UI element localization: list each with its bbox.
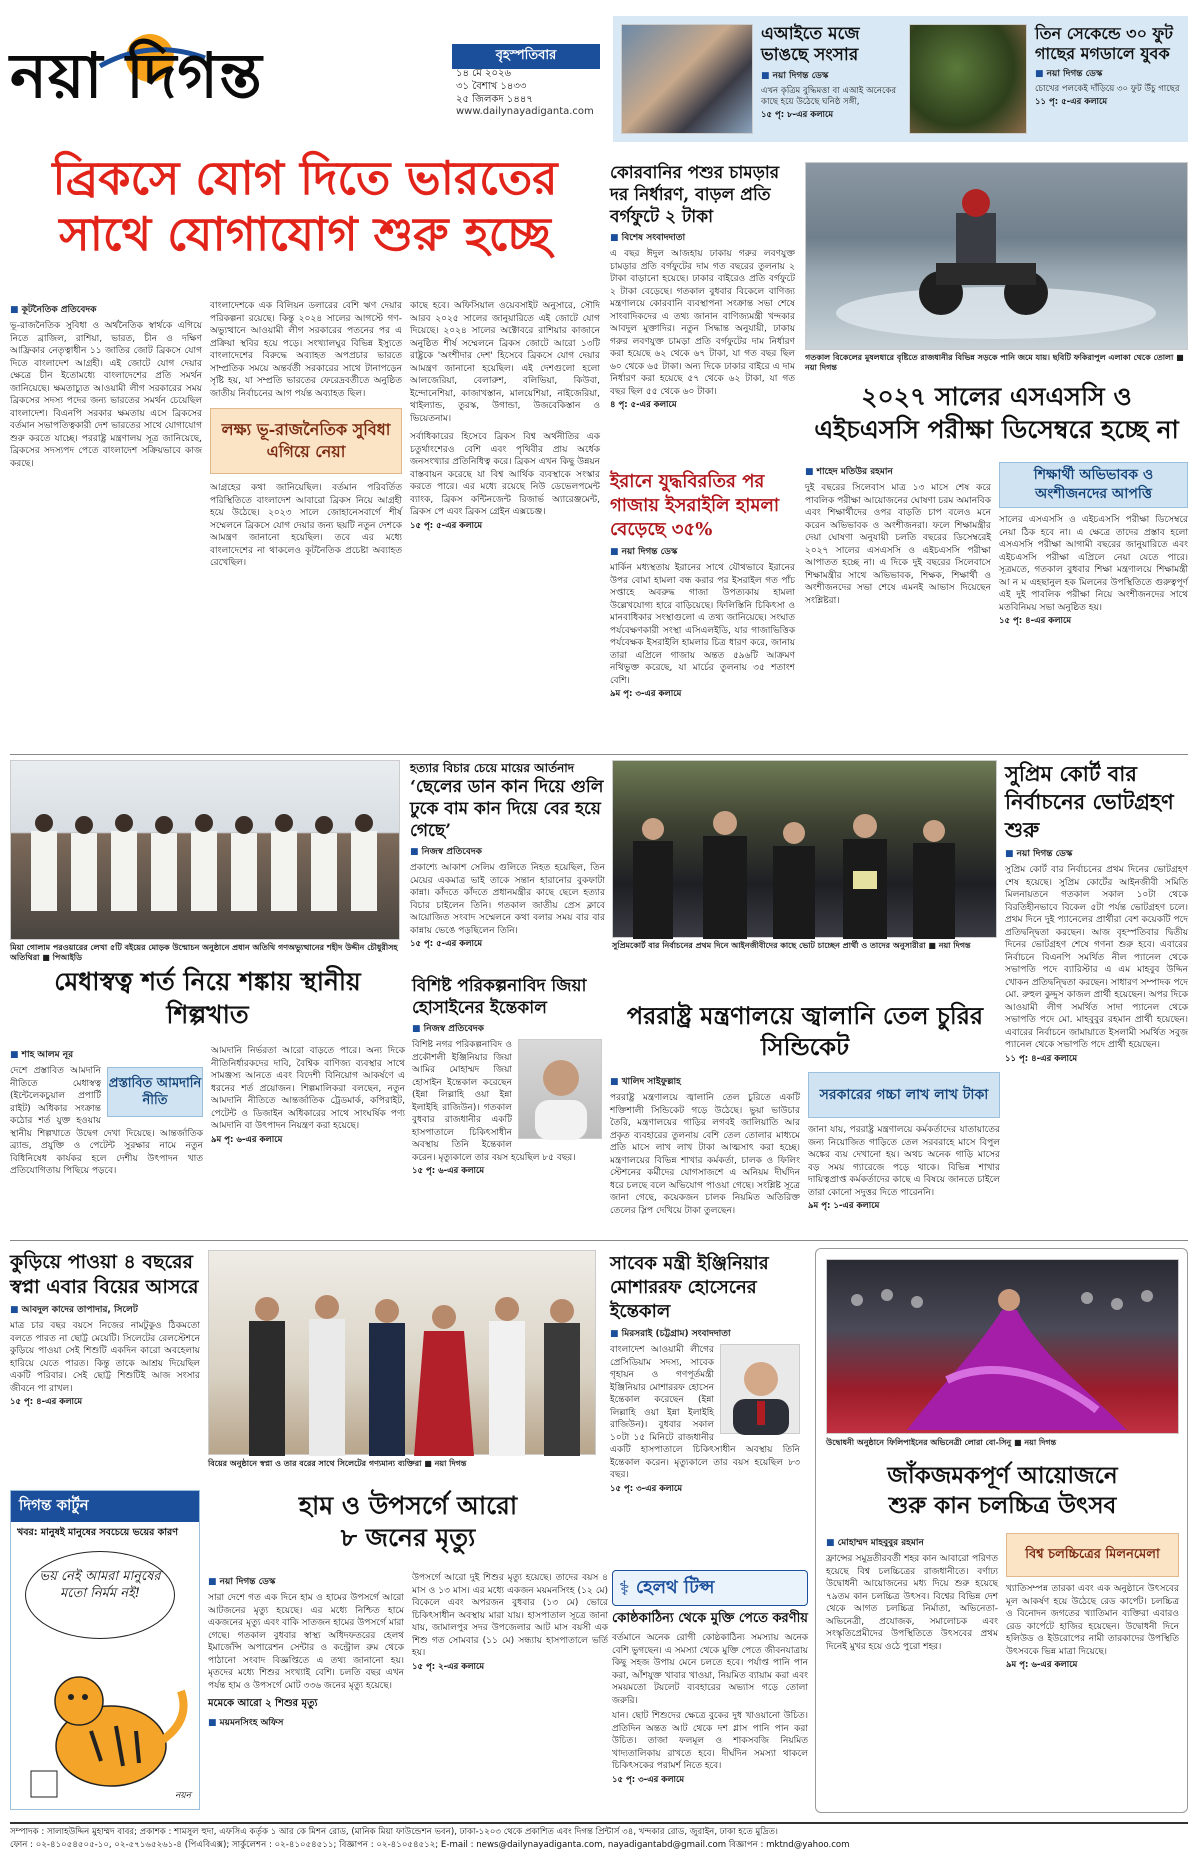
rain-caption-text: গতকাল বিকেলের মুষলধারে বৃষ্টিতে রাজধানীর বিভিন্ন সড়কে পানি জমে যায়। ছবিটি ফকিরাপুল এলাকা থেকে তোলা <box>805 353 1174 362</box>
rain-photo <box>805 162 1188 350</box>
health-tips-story[interactable] <box>612 1570 808 1815</box>
lead-cont: ১৫ পৃ: ৫-এর কলামে <box>410 520 483 531</box>
rain-caption-credit: নয়া দিগন্ত <box>805 363 837 372</box>
ip-box: প্রস্তাবিত আমদানি নীতি <box>107 1067 203 1117</box>
fuel-text-2: জানা যায়, পররাষ্ট্র মন্ত্রণালয়ে কর্মকর্তাদের যাতায়াতের জন্য নিয়োজিত গাড়িতে তেল সরবরাহে মাসে বিপুল অঙ্কের ব্যয় দেখানো হয়। অথচ অনেক গাড়ি মাসের বড় সময় গ্যারেজে পড়ে থাকে। বিভিন্ন শাখার দায়িত্বপ্রাপ্ত কর্মকর্তাদের কাছে এ বিষয়ে জানতে চাইলে তারা কোনো সদুত্তর দিতে পারেননি। <box>808 1125 1000 1198</box>
wedding-caption: বিয়ের অনুষ্ঠানে স্বপ্না ও তার বরের সাথে সিলেটের গণ্যমান্য ব্যক্তিরা ■ নয়া দিগন্ত <box>208 1459 467 1468</box>
mother-byline: ■ নিজস্ব প্রতিবেদক <box>410 844 605 859</box>
mosharraf-portrait <box>720 1344 800 1434</box>
wedding-text: মাত্র চার বছর বয়সে নিজের নামটুকুও ঠিকমতো বলতে পারত না ছোট্ট মেয়েটি। সিলেটের রেলস্টেশনে কুড়িয়ে পাওয়া সেই শিশুটি একদিন কারো অবহেলায় হারিয়ে যেতে পারত। কিন্তু তাকে আশ্রয় দিয়েছিল একটি পরিবার। সেই ছোট্ট শিশুটিই আজ সংসার জীবনে পা রাখল। <box>10 1321 200 1394</box>
exam-box: শিক্ষার্থী অভিভাবক ও অংশীজনদের আপত্তি <box>999 462 1188 508</box>
supreme-headline: সুপ্রিম কোর্ট বার নির্বাচনের ভোটগ্রহণ শুরু <box>1005 761 1174 842</box>
health-badge-wrap <box>612 1570 808 1606</box>
cannes-text: ফ্রান্সের সমুদ্রতীরবর্তী শহর কান আবারো পরিণত হয়েছে বিশ্ব চলচ্চিত্রের রাজধানীতে। বর্ণাঢ্য উদ্বোধনী আয়োজনের মধ্য দিয়ে শুরু হয়েছে ৭৯তম কান চলচ্চিত্র উৎসব। বিশ্বের বিভিন্ন দেশ থেকে আগত চলচ্চিত্র নির্মাতা, অভিনেতা-অভিনেত্রী, প্রযোজক, সমালোচক এবং সংস্কৃতিপ্রেমীদের উপস্থিতিতে উৎসবের প্রথম দিনেই মুখর হয়ে ওঠে পুরো শহর। <box>826 1554 998 1652</box>
day-badge: বৃহস্পতিবার <box>452 44 600 69</box>
zia-portrait <box>518 1039 602 1139</box>
mother-kicker: হত্যার বিচার চেয়ে মায়ের আর্তনাদ <box>410 761 575 775</box>
mosharraf-byline: ■ মিরসরাই (চট্টগ্রাম) সংবাদদাতা <box>610 1326 800 1341</box>
exam-col-1 <box>805 462 991 747</box>
ip-col-2 <box>211 1045 405 1230</box>
hide-price-story[interactable] <box>610 162 795 462</box>
wedding-headline: কুড়িয়ে পাওয়া ৪ বছরের স্বপ্না এবার বিয়ের আসরে <box>10 1251 199 1298</box>
cannes-box: বিশ্ব চলচ্চিত্রের মিলনমেলা <box>1006 1533 1179 1577</box>
teaser-ai-byline: ■ নয়া দিগন্ত ডেস্ক <box>761 68 896 83</box>
teaser-tree-title: তিন সেকেন্ডে ৩০ ফুট গাছের মগডালে যুবক <box>1035 24 1173 63</box>
mosharraf-cont: ১৫ পৃ: ৩-এর কলামে <box>610 1483 683 1494</box>
measles-text-2: উপসর্গে আরো দুই শিশুর মৃত্যু হয়েছে। তাদের বয়স ৪ মাস ও ১৩ মাস। এর মধ্যে একজন ময়মনসিংহ (১২ মে) বিকেলে এবং অপরজন বুধবার (১৩ মে) ভোরে চিকিৎসাধীন অবস্থায় মারা যায়। হাসপাতাল সূত্রে জানা যায়, জামালপুর সদর উপজেলার আট মাস বয়সী এক শিশু গত সোমবার (১১ মে) সন্ধ্যায় হাসপাতালে ভর্তি হয়। <box>412 1573 608 1658</box>
cannes-photo <box>826 1259 1179 1434</box>
zia-story[interactable] <box>412 975 602 1230</box>
cannes-caption-credit: নয়া দিগন্ত <box>1024 1438 1057 1447</box>
exam-text-2: সালের এসএসসি ও এইচএসসি পরীক্ষা ডিসেম্বরে নেয়া ঠিক হবে না। এ ক্ষেত্রে তাদের প্রস্তাব হলো এসএসসি পরীক্ষা আগামী বছরের জানুয়ারিতে এবং এইচএসসি পরীক্ষা এপ্রিলে নেয়া যেতে পারে। সূত্রমতে, গতকাল বুধবার শিক্ষা মন্ত্রণালয়ে শিক্ষামন্ত্রী আ ন ম এহছানুল হক মিলনের উপস্থিতিতে গুরুত্বপূর্ণ এই দুই পাবলিক পরীক্ষা নিয়ে অংশীজনদের সাথে মতবিনিময় সভা অনুষ্ঠিত হয়। <box>999 515 1188 613</box>
measles-col-2 <box>412 1572 608 1815</box>
lead-text-3b: সর্বাধিকারের হিসেবে ব্রিকস বিশ্ব অর্থনীতির এক চতুর্থাংশেরও বেশি এবং পৃথিবীর প্রায় অর্ধেক জনসংখ্যার প্রতিনিধিত্ব করে। ব্রিকস এখন কিছু উন্নয়ন বাস্তবায়ন করেছে যা বিশ্ব আর্থিক ব্যবস্থাকে সংস্কার করতে পারে। এর মধ্যে রয়েছে নিউ ডেভেলপমেন্ট ব্যাংক, ব্রিকস কন্টিনজেন্ট রিজার্ভ অ্যারেঞ্জমেন্ট, ব্রিকস পে এবং ব্রিকস গ্রেইন এক্সচেঞ্জ। <box>410 432 600 517</box>
teaser-ai-photo <box>621 24 753 134</box>
gaza-text: মার্কিন মধ্যস্থতায় ইরানের সাথে যৌথভাবে ইরানের উপর বোমা হামলা বন্ধ করার পর ইসরাইল গত পাঁচ সপ্তাহে অবরুদ্ধ গাজা উপত্যকায় হামলা উল্লেখযোগ্য হারে বাড়িয়েছে। ফিলিস্তিনি চিকিৎসা ও মানবাধিকার সংস্থাগুলো এ তথ্য জানিয়েছে। সংঘাত পর্যবেক্ষণকারী সংস্থা এসিএলইডি, যার গাজাভিত্তিক পর্যবেক্ষক ইসরাইলি হামলার চিত্র ধারণ করে, জানায় তারা এপ্রিলে গাজায় অন্তত ৫৯৬টি আক্রমণ নথিভুক্ত করেছে, যা মার্চের তুলনায় ৩৫ শতাংশ বেশি। <box>610 563 795 686</box>
cartoon-caption: মানুষই মানুষের সবচেয়ে ভয়ের কারণ <box>40 1527 178 1538</box>
measles-text: সারা দেশে গত এক দিনে হাম ও হামের উপসর্গে আরো আটজনের মৃত্যু হয়েছে। এর মধ্যে নিশ্চিত হামে একজনের মৃত্যু এবং বাকি সাতজন হামের উপসর্গে মারা গেছে। গতকাল বুধবার স্বাস্থ্য অধিদফতরের হেলথ ইমার্জেন্সি অপারেশন সেন্টার ও কন্ট্রোল রুম থেকে পাঠানো সংবাদ বিজ্ঞপ্তিতে এ তথ্য জানানো হয়। মৃতদের মধ্যে শিশুর সংখ্যাই বেশি। চলতি বছর এখন পর্যন্ত হাম ও উপসর্গে মোট ৩৩৬ জনের মৃত্যু হয়েছে। <box>208 1593 404 1691</box>
supreme-cont: ১১ পৃ: ৪-এর কলামে <box>1005 1053 1078 1064</box>
ip-col-1 <box>10 1045 203 1230</box>
lead-col-3 <box>410 300 600 748</box>
red-carpet-gown-icon <box>827 1260 1180 1435</box>
fuel-box: সরকারের গচ্চা লাখ লাখ টাকা <box>808 1072 1000 1118</box>
court-caption-text: সুপ্রিমকোর্ট বার নির্বাচনের প্রথম দিনে আইনজীবীদের কাছে ভোট চাচ্ছেন প্রার্থী ও তাদের অনুসারীরা <box>612 941 926 950</box>
court-caption-credit: নয়া দিগন্ত <box>938 941 971 950</box>
exam-cont: ১৫ পৃ: ৪-এর কলামে <box>999 616 1072 626</box>
hide-headline: কোরবানির পশুর চামড়ার দর নির্ধারণ, বাড়ল প্রতি বর্গফুটে ২ টাকা <box>610 163 780 227</box>
fuel-headline: পররাষ্ট্র মন্ত্রণালয়ে জ্বালানি তেল চুরির সিন্ডিকেট <box>626 1001 984 1061</box>
lead-story[interactable] <box>10 150 600 750</box>
court-election-photo <box>612 760 997 938</box>
footer-imprint: সম্পাদক : সালাহউদ্দিন মুহাম্মদ বাবর; প্রকাশক : শামসুল হুদা, এফসিএ কর্তৃক ১ আর কে মিশন রোড, (মানিক মিয়া ফাউন্ডেশন ভবন), ঢাকা-১২০৩ থেকে প্রকাশিত এবং দিগন্ত প্রিন্টার্স ৩৪, খন্দকার রোড, জুরাইন, ঢাকা হতে মুদ্রিত। <box>10 1827 778 1837</box>
gaza-headline: ইরানে যুদ্ধবিরতির পর গাজায় ইসরাইলি হামলা বেড়েছে ৩৫% <box>610 471 780 540</box>
ip-byline: ■ শাহ আলম নূর <box>10 1047 203 1062</box>
cannes-col-2 <box>1006 1533 1179 1808</box>
book-launch-caption: মিয়া গোলাম পরওয়ারের লেখা ৫টি বইয়ের মোড়ক উন্মোচন অনুষ্ঠানে প্রধান অতিথি গণঅভ্যুত্থানের শহীদ উদ্দীন চৌধুরীসহ অতিথিরা ■ পিআইডি <box>10 943 398 962</box>
zia-cont: ১৫ পৃ: ৬-এর কলামে <box>412 1166 485 1176</box>
book-launch-caption-credit: পিআইডি <box>52 953 82 962</box>
divider <box>10 754 1188 755</box>
teaser-tree-text: চোখের পলকেই দাঁড়িয়ে ৩০ ফুট উঁচু গাছের <box>1035 84 1180 94</box>
cannes-headline-line1: জাঁকজমকপূর্ণ আয়োজনে <box>887 1462 1118 1489</box>
measles-col-1 <box>208 1572 404 1815</box>
cartoon-caption-label: খবর: <box>17 1527 38 1538</box>
cannes-text-2: খ্যাতিসম্পন্ন তারকা এবং এক অনুষ্ঠানে উৎসবের মূল আকর্ষণ হয়ে উঠেছে রেড কার্পেট। চলচ্চিত্র ও বিনোদন জগতের খ্যাতিমান ব্যক্তিরা এবারও রেড কার্পেটে হাজির হয়েছেন। উদ্বোধনী দিনে হলিউড ও ইউরোপের নামী তারকাদের উপস্থিতি উৎসবকে ভিন্ন মাত্রা দিয়েছে। <box>1006 1584 1179 1657</box>
wedding-story[interactable] <box>10 1250 200 1475</box>
zia-byline: ■ নিজস্ব প্রতিবেদক <box>412 1021 602 1036</box>
teaser-tree-byline: ■ নয়া দিগন্ত ডেস্ক <box>1035 66 1183 81</box>
cannes-story-box[interactable] <box>815 1248 1188 1813</box>
ip-text-2: আমদানি নির্ভরতা আরো বাড়তে পারে। অন্য দিকে নীতিনির্ধারকদের দাবি, বৈশ্বিক বাণিজ্য ব্যবস্থার সাথে সামঞ্জস্য আনতে এবং বিদেশী বিনিয়োগ আকর্ষণে এ ধরনের শর্ত প্রয়োজন। শিল্পমালিকরা বলছেন, নতুন আমদানি নীতিতে আন্তর্জাতিক ট্রেডমার্ক, কপিরাইট, পেটেন্ট ও ডিজাইন অধিকারের সাথে সাংঘর্ষিক পণ্য আমদানি বা উৎপাদন নিয়ন্ত্রণ করা হয়েছে। <box>211 1046 405 1131</box>
health-text-2: যান। ছোট শিশুদের ক্ষেত্রে বুকের দুধ খাওয়ানো উচিত। প্রতিদিন অন্তত আট থেকে দশ গ্লাস পানি পান করা উচিত। তাজা ফলমূল ও শাকসবজি নিয়মিত খাদ্যতালিকায় রাখতে হবে। দীর্ঘদিন সমস্যা থাকলে চিকিৎসকের পরামর্শ নিতে হবে। <box>612 1711 808 1771</box>
teaser-ai-cont: ১৫ পৃ: ৮-এর কলামে <box>761 110 834 120</box>
exam-byline: ■ শাহেদ মতিউর রহমান <box>805 464 991 479</box>
hide-byline: ■ বিশেষ সংবাদদাতা <box>610 230 795 245</box>
measles-story[interactable] <box>208 1490 608 1815</box>
cannes-headline-line2: শুরু কান চলচ্চিত্র উৎসব <box>888 1492 1117 1519</box>
cartoon-news <box>11 1522 199 1545</box>
footer-divider <box>10 1822 1188 1824</box>
wedding-caption-text: বিয়ের অনুষ্ঠানে স্বপ্না ও তার বরের সাথে সিলেটের গণ্যমান্য ব্যক্তিরা <box>208 1459 422 1468</box>
footer-contact: ফোন : ০২-৪১০৫৪৫০৫-১০, ০২-৫৭১৬৫২৬১-৪ (পিএবিএক্স); সার্কুলেশন : ০২-৪১০৫৪৫১১; বিজ্ঞাপন : ০২-৪১০৫৪৫১২; E-mail : news@dailynayadiganta.com, nayadigantabd@gmail.com বিজ্ঞাপন : mktnd@yahoo.com <box>10 1840 850 1850</box>
cannes-cont: ৯ম পৃ: ৬-এর কলামে <box>1006 1660 1078 1670</box>
fuel-story[interactable] <box>610 1000 1000 1235</box>
health-headline: কোষ্ঠকাঠিন্য থেকে মুক্তি পেতে করণীয় <box>612 1611 808 1626</box>
cannes-caption-text: উদ্বোধনী অনুষ্ঠানে ফিলিপাইনের অভিনেত্রী লোরা বো-সিনু <box>826 1438 1012 1447</box>
crowd-icon <box>613 761 998 939</box>
cannes-col-1 <box>826 1533 998 1808</box>
teaser-tree-cont: ১১ পৃ: ৫-এর কলামে <box>1035 97 1108 107</box>
website-link[interactable]: www.dailynayadiganta.com <box>456 106 594 117</box>
mosharraf-text: বাংলাদেশ আওয়ামী লীগের প্রেসিডিয়াম সদস্য, সাবেক গৃহায়ন ও গণপূর্তমন্ত্রী ইঞ্জিনিয়ার মোশাররফ হোসেন ইন্তেকাল করেছেন (ইন্না লিল্লাহি ওয়া ইন্না ইলাইহি রাজিউন)। বুধবার সকাল ১০টা ১৫ মিনিটে রাজধানীর একটি হাসপাতালে চিকিৎসাধীন অবস্থায় তিনি ইন্তেকাল করেন। মৃত্যুকালে তার বয়স হয়েছিল ৮৩ বছর। <box>610 1345 800 1480</box>
measles-sub-byline: ■ ময়মনসিংহ অফিস <box>208 1715 404 1730</box>
ip-story[interactable] <box>10 965 405 1230</box>
mosharraf-story[interactable] <box>610 1252 800 1494</box>
date-hijri: ২৫ জিলকদ ১৪৪৭ <box>456 94 533 105</box>
lead-text-2b: আগ্রহের কথা জানিয়েছিল। বর্তমান পরিবর্তিত পরিস্থিতিতে বাংলাদেশ আবারো ব্রিকস নিয়ে আগ্রহী হয়ে উঠেছে। ২০২৩ সালে জোহানেসবার্গে শীর্ষ সম্মেলনে ব্রিকসে যোগ দেয়ার জন্য ছয়টি নতুন দেশকে আমন্ত্রণ জানানো হয়েছিল। তবে এর মধ্যে বাংলাদেশের না থাকলেও কূটনৈতিক প্রচেষ্টা অব্যাহত রেখেছিল। <box>210 483 402 568</box>
date-english: ১৪ মে ২০২৬ <box>456 68 511 79</box>
cannes-byline: ■ মোহাম্মদ মাহবুবুর রহমান <box>826 1535 998 1550</box>
lead-col-1 <box>10 300 202 748</box>
hide-cont: ৪ পৃ: ৫-এর কলামে <box>610 400 677 410</box>
cartoon-signature: নয়ন <box>174 1791 191 1801</box>
teaser-ai-title: এআইতে মজে ভাঙছে সংসার <box>761 24 860 65</box>
exam-story[interactable] <box>805 380 1188 750</box>
gaza-story[interactable] <box>610 470 795 750</box>
wedding-group-icon <box>209 1251 597 1456</box>
portrait-icon <box>519 1040 603 1140</box>
exam-col-2 <box>999 462 1188 747</box>
ip-headline: মেধাস্বত্ব শর্ত নিয়ে শঙ্কায় স্থানীয় শিল্পখাত <box>54 967 361 1029</box>
cannes-caption: উদ্বোধনী অনুষ্ঠানে ফিলিপাইনের অভিনেত্রী লোরা বো-সিনু ■ নয়া দিগন্ত <box>826 1438 1057 1447</box>
health-badge: হেলথ টিপ্স <box>635 1576 715 1598</box>
health-text: বর্তমানে অনেক রোগী কোষ্ঠকাঠিন্য সমস্যায় অনেক বেশি ভুগছেন। এ সমস্যা থেকে মুক্তি পেতে জীবনযাত্রায় কিছু সহজ উপায় মেনে চলতে হবে। পর্যাপ্ত পানি পান করা, আঁশযুক্ত খাবার খাওয়া, নিয়মিত ব্যায়াম করা এবং সময়মতো টয়লেট ব্যবহারের অভ্যাস গড়ে তোলা জরুরি। <box>612 1633 808 1706</box>
lead-text-3: কাছে হবে। অফিসিয়াল ওয়েবসাইট অনুসারে, সৌদি আরব ২০২৫ সালের জানুয়ারিতে এই জোটে যোগ দিয়েছে। ২০২৪ সালের অক্টোবরে রাশিয়ার কাজানে অনুষ্ঠিত শীর্ষ সম্মেলনে ব্রিকস জোটে আরো ১৩টি রাষ্ট্রকে 'অংশীদার দেশ' হিসেবে ব্রিকসে যোগ দেয়ার আমন্ত্রণ জানানো হয়েছিল। এই দেশগুলো হলো আলজেরিয়া, বেলারুশ, বলিভিয়া, কিউবা, ইন্দোনেশিয়া, কাজাখস্তান, মালয়েশিয়া, নাইজেরিয়া, থাইল্যান্ড, তুরস্ক, উগান্ডা, উজবেকিস্তান ও ভিয়েতনাম। <box>410 301 600 424</box>
measles-cont: ১৫ পৃ: ২-এর কলামে <box>412 1661 485 1672</box>
wedding-cont: ১৫ পৃ: ৪-এর কলামে <box>10 1397 83 1407</box>
cartoon-bubble: ভয় নেই আমরা মানুষের মতো নির্মম নই! <box>25 1551 175 1639</box>
tiger-cartoon-icon <box>11 1651 199 1801</box>
motorcycle-rider-icon <box>806 163 1189 351</box>
health-cont: ১৫ পৃ: ৩-এর কলামে <box>612 1774 685 1785</box>
gaza-cont: ৯ম পৃ: ৩-এর কলামে <box>610 689 682 699</box>
book-launch-photo <box>10 760 400 940</box>
fuel-col-1 <box>610 1072 800 1232</box>
mother-story[interactable] <box>410 760 605 965</box>
lead-byline: ■ কূটনৈতিক প্রতিবেদক <box>10 302 202 317</box>
ip-text: দেশে প্রস্তাবিত আমদানি নীতিতে মেধাস্বত্ব (ইন্টেলেকচুয়াল প্রপার্টি রাইট) অধিকার সংক্রান্ত কঠোর শর্ত যুক্ত হওয়ায় স্থানীয় শিল্পখাতে উদ্বেগ দেখা দিয়েছে। আন্তর্জাতিক ব্র্যান্ড, প্রযুক্তি ও পেটেন্ট সুরক্ষার নামে নতুন বিধিনিষেধ কার্যকর হলে দেশীয় উৎপাদন খাত প্রতিযোগিতায় পিছিয়ে পড়বে। <box>10 1066 203 1176</box>
cartoon-box <box>10 1490 200 1810</box>
fuel-text: পররাষ্ট্র মন্ত্রণালয়ে জ্বালানি তেল চুরিতে একটি শক্তিশালী সিন্ডিকেট গড়ে উঠেছে। ভুয়া ভাউচার তৈরি, মন্ত্রণালয়ের গাড়ির লগবই জালিয়াতি আর প্রকৃত ব্যবহারের তুলনায় বেশি তেল তোলার মাধ্যমে প্রতি মাসে লাখ লাখ টাকা আত্মসাৎ করা হচ্ছে। মন্ত্রণালয়ের বিভিন্ন শাখার কর্মকর্তা, চালক ও ফিলিং স্টেশনের কর্মীদের যোগসাজশে এ অনিয়ম দীর্ঘদিন ধরে চলছে বলে অভিযোগ পাওয়া গেছে। সংশ্লিষ্ট সূত্রে জানা গেছে, কয়েকজন চালক নিয়মিত অতিরিক্ত তেলের স্লিপ দেখিয়ে টাকা তুলছেন। <box>610 1093 800 1216</box>
fuel-cont: ৯ম পৃ: ১-এর কলামে <box>808 1201 880 1211</box>
mother-cont: ১৫ পৃ: ৫-এর কলামে <box>410 939 483 949</box>
wedding-photo <box>208 1250 596 1455</box>
doctor-icon: ⚕ <box>619 1576 630 1600</box>
gaza-byline: ■ নয়া দিগন্ত ডেস্ক <box>610 544 795 559</box>
ip-cont: ৯ম পৃ: ৬-এর কলামে <box>211 1134 283 1145</box>
hide-text: এ বছর ঈদুল আজহায় ঢাকায় গরুর লবণযুক্ত চামড়ার প্রতি বর্গফুটের দাম গত বছরের তুলনায় ২ টাকা বাড়ানো হয়েছে। ঢাকার বাইরেও প্রতি বর্গফুটে ২ টাকা বেড়েছে। গতকাল বুধবার বিকেলে বাণিজ্য মন্ত্রণালয়ে কোরবানি ব্যবস্থাপনা সংক্রান্ত সভা শেষে সাংবাদিকদের এ তথ্য জানান বাণিজ্যমন্ত্রী খন্দকার আবদুল মুক্তাদির। নতুন সিদ্ধান্ত অনুযায়ী, ঢাকায় গরুর লবণযুক্ত চামড়া প্রতি বর্গফুটের দাম নির্ধারণ করা হয়েছে ৬২ থেকে ৬৭ টাকা, যা গত বছর ছিল ৬০ থেকে ৬৫ টাকা। অন্য দিকে ঢাকার বাইরে এ দাম নির্ধারণ করা হয়েছে ৫৭ থেকে ৬২ টাকা, যা গত বছর ছিল ৫৫ থেকে ৬০ টাকা। <box>610 249 795 397</box>
footer <box>10 1826 1188 1864</box>
mother-text: প্রকাশ্যে আকাশ সেলিম গুলিতে নিহত হয়েছিল, তিন মেয়ের একমাত্র ভাই তাকে সন্তান হারানোর বুকফাটা কান্না। কাঁদতে কাঁদতে প্রধানমন্ত্রীর কাছে ছেলে হত্যার বিচার চাইলেন তিনি। গতকাল জাতীয় প্রেস ক্লাবে আয়োজিত সংবাদ সম্মেলনে কথা বলার সময় বার বার কান্নায় ভেঙে পড়ছিলেন তিনি। <box>410 863 605 936</box>
rain-caption: গতকাল বিকেলের মুষলধারে বৃষ্টিতে রাজধানীর বিভিন্ন সড়কে পানি জমে যায়। ছবিটি ফকিরাপুল এলাকা থেকে তোলা ■ নয়া দিগন্ত <box>805 353 1184 372</box>
lead-pull-quote: লক্ষ্য ভূ-রাজনৈতিক সুবিধা এগিয়ে নেয়া <box>210 408 402 474</box>
teaser-tree[interactable] <box>1035 24 1183 136</box>
date-bangla: ৩১ বৈশাখ ১৪৩৩ <box>456 81 527 92</box>
supreme-text: সুপ্রিম কোর্ট বার নির্বাচনের প্রথম দিনের ভোটগ্রহণ শেষ হয়েছে। সুপ্রিম কোর্টের আইনজীবী সমিতি মিলনায়তনে গতকাল সকাল ১০টা থেকে বিরতিহীনভাবে বিকেল ৫টা পর্যন্ত ভোটগ্রহণ চলে। প্রথম দিনে দুই প্যানেলের প্রার্থীরা বেশ কয়েকটি পদে প্রতিদ্বন্দ্বিতা করছেন। আজ বৃহস্পতিবার দ্বিতীয় দিনের ভোটগ্রহণ শেষে গণনা শুরু হবে। এবারের নির্বাচনে বিএনপি সমর্থিত নীল প্যানেল থেকে সভাপতি পদে ব্যারিস্টার এ এম মাহবুব উদ্দিন খোকন প্রতিদ্বন্দ্বিতা করছেন। সাধারণ সম্পাদক পদে মো. রুহুল কুদ্দুস কাজল প্রার্থী হয়েছেন। অপর দিকে আওয়ামী লীগ সমর্থিত সাদা প্যানেল থেকে সভাপতি পদে মো. মাহবুবুর রহমান প্রার্থী হয়েছেন। এবারের নির্বাচনে জামায়াতে ইসলামী সমর্থিত সবুজ প্যানেল থেকে সভাপতি পদে প্রার্থী হয়েছেন। <box>1005 865 1188 1050</box>
exam-text: দুই বছরের সিলেবাস মাত্র ১৩ মাসে শেষ করে পাবলিক পরীক্ষা আয়োজনের ঘোষণা চরম অমানবিক এবং শিক্ষার্থীদের ওপর বাড়তি চাপ বলেও মনে করেন অভিভাবক ও অংশীজনরা। ফলে শিক্ষামন্ত্রীর দেয়া ঘোষণা অনুযায়ী চলতি বছরের ডিসেম্বরেই ২০২৭ সালের এসএসসি ও এইচএসসি পরীক্ষা আপাতত হচ্ছে না। এ দিকে দুই বছরের সিলেবাসে শিক্ষামন্ত্রীর সাথে অভিভাবক, শিক্ষক, শিক্ষার্থী ও অংশীজনদের সভা শেষে এমনই আভাস দিয়েছেন সংশ্লিষ্টরা। <box>805 483 991 606</box>
fuel-byline: ■ খালিদ সাইফুল্লাহ <box>610 1074 800 1089</box>
cartoon-title: দিগন্ত কার্টুন <box>11 1491 199 1522</box>
newspaper-logo[interactable]: নয়া দিগন্ত <box>10 39 263 112</box>
lead-col-2 <box>210 300 402 748</box>
court-election-caption: সুপ্রিমকোর্ট বার নির্বাচনের প্রথম দিনে আইনজীবীদের কাছে ভোট চাচ্ছেন প্রার্থী ও তাদের অনুসারীরা ■ নয়া দিগন্ত <box>612 941 971 950</box>
mosharraf-headline: সাবেক মন্ত্রী ইঞ্জিনিয়ার মোশাররফ হোসেনের ইন্তেকাল <box>610 1253 769 1322</box>
supreme-court-story[interactable] <box>1005 760 1188 1205</box>
lead-text-2: বাংলাদেশকে এক বিলিয়ন ডলারের বেশি ঋণ দেয়ার পরিকল্পনা রয়েছে। কিন্তু ২০২৪ সালের আগস্টে গণ-অভ্যুত্থানে আওয়ামী লীগ সরকারের পতনের পর এ প্রক্রিয়া স্থবির হয়ে পড়ে। সংখ্যালঘুর বিভিন্ন ইস্যুতে বাংলাদেশের বিরুদ্ধে অব্যাহত অপপ্রচার ভারতে সাম্প্রতিক সময়ে অন্তর্বর্তী সরকারের সাথে টানাপড়েন সৃষ্টি হয়, যা সম্প্রতি ভারতের ফেরেদ্রবর্তীতে অনুষ্ঠিত জাতীয় নির্বাচনের আগ পর্যন্ত অব্যাহত ছিল। <box>210 301 402 399</box>
divider <box>10 1240 1188 1241</box>
teaser-tree-photo <box>909 24 1027 134</box>
stage-people-icon <box>11 761 401 941</box>
portrait-icon <box>721 1345 801 1435</box>
measles-sub: মমেকে আরো ২ শিশুর মৃত্যু <box>208 1698 318 1709</box>
masthead <box>10 18 610 128</box>
lead-headline-line1: ব্রিকসে যোগ দিতে ভারতের <box>52 151 558 205</box>
exam-headline: ২০২৭ সালের এসএসসি ও এইচএসসি পরীক্ষা ডিসেম্বরে হচ্ছে না <box>814 382 1179 444</box>
teaser-strip <box>613 16 1188 142</box>
zia-headline: বিশিষ্ট পরিকল্পনাবিদ জিয়া হোসাইনের ইন্তেকাল <box>412 976 587 1018</box>
measles-headline-line1: হাম ও উপসর্গে আরো <box>298 1491 518 1520</box>
fuel-col-2 <box>808 1072 1000 1232</box>
mother-headline: ‘ছেলের ডান কান দিয়ে গুলি ঢুকে বাম কান দিয়ে বের হয়ে গেছে’ <box>410 777 604 841</box>
lead-text-1: ভূ-রাজনৈতিক সুবিধা ও অর্থনৈতিক স্বার্থকে এগিয়ে নিতে ব্রাজিল, রাশিয়া, ভারত, চীন ও দক্ষিণ আফ্রিকার নেতৃত্বাধীন ১১ জাতির জোট ব্রিকসে যোগ দিতে বাংলাদেশ আগ্রহী। এই জোটে যোগ দেয়ার ক্ষেত্রে চীন ইতোমধ্যে বাংলাদেশের প্রতি সমর্থন জানিয়েছে। ক্ষমতাচ্যুত আওয়ামী লীগ সরকারের সময় ব্রিকসের সদস্য পদের জন্য ভারতের সমর্থন চেয়েছিল বাংলাদেশ। বিএনপি সরকার ক্ষমতায় এসে ব্রিকসের বর্তমান সভাপতিত্বকারী দেশ ভারতের সাথে যোগাযোগ শুরু করতে যাচ্ছে। পররাষ্ট্র মন্ত্রণালয় সূত্র জানিয়েছে, ব্রিকসের সদস্যপদ পেতে বাংলাদেশ সক্রিয়ভাবে কাজ করছে। <box>10 321 202 469</box>
wedding-caption-credit: নয়া দিগন্ত <box>434 1459 467 1468</box>
wedding-byline: ■ আবদুল কাদের তাপাদার, সিলেট <box>10 1302 200 1317</box>
zia-text: বিশিষ্ট নগর পরিকল্পনাবিদ ও প্রকৌশলী ইঞ্জিনিয়ার জিয়া আমির মোহাম্মদ জিয়া হোসাইন ইন্তেকাল করেছেন (ইন্না লিল্লাহি ওয়া ইন্না ইলাইহি রাজিউন)। গতকাল বুধবার রাজধানীর একটি হাসপাতালে চিকিৎসাধীন অবস্থায় তিনি ইন্তেকাল করেন। মৃত্যুকালে তার বয়স হয়েছিল ৮৫ বছর। <box>412 1040 576 1163</box>
lead-headline-line2: সাথে যোগাযোগ শুরু হচ্ছে <box>59 207 551 261</box>
teaser-ai-text: এখন কৃত্রিম বুদ্ধিমত্তা বা এআই অনেকের কাছে হয়ে উঠেছে ঘনিষ্ঠ সঙ্গী, <box>761 86 896 107</box>
teaser-ai[interactable] <box>761 24 896 136</box>
measles-byline: ■ নয়া দিগন্ত ডেস্ক <box>208 1574 404 1589</box>
book-launch-caption-text: মিয়া গোলাম পরওয়ারের লেখা ৫টি বইয়ের মোড়ক উন্মোচন অনুষ্ঠানে প্রধান অতিথি গণঅভ্যুত্থানের শহীদ উদ্দীন চৌধুরীসহ অতিথিরা <box>10 943 398 962</box>
measles-headline-line2: ৮ জনের মৃত্যু <box>340 1523 476 1552</box>
supreme-byline: ■ নয়া দিগন্ত ডেস্ক <box>1005 846 1188 861</box>
